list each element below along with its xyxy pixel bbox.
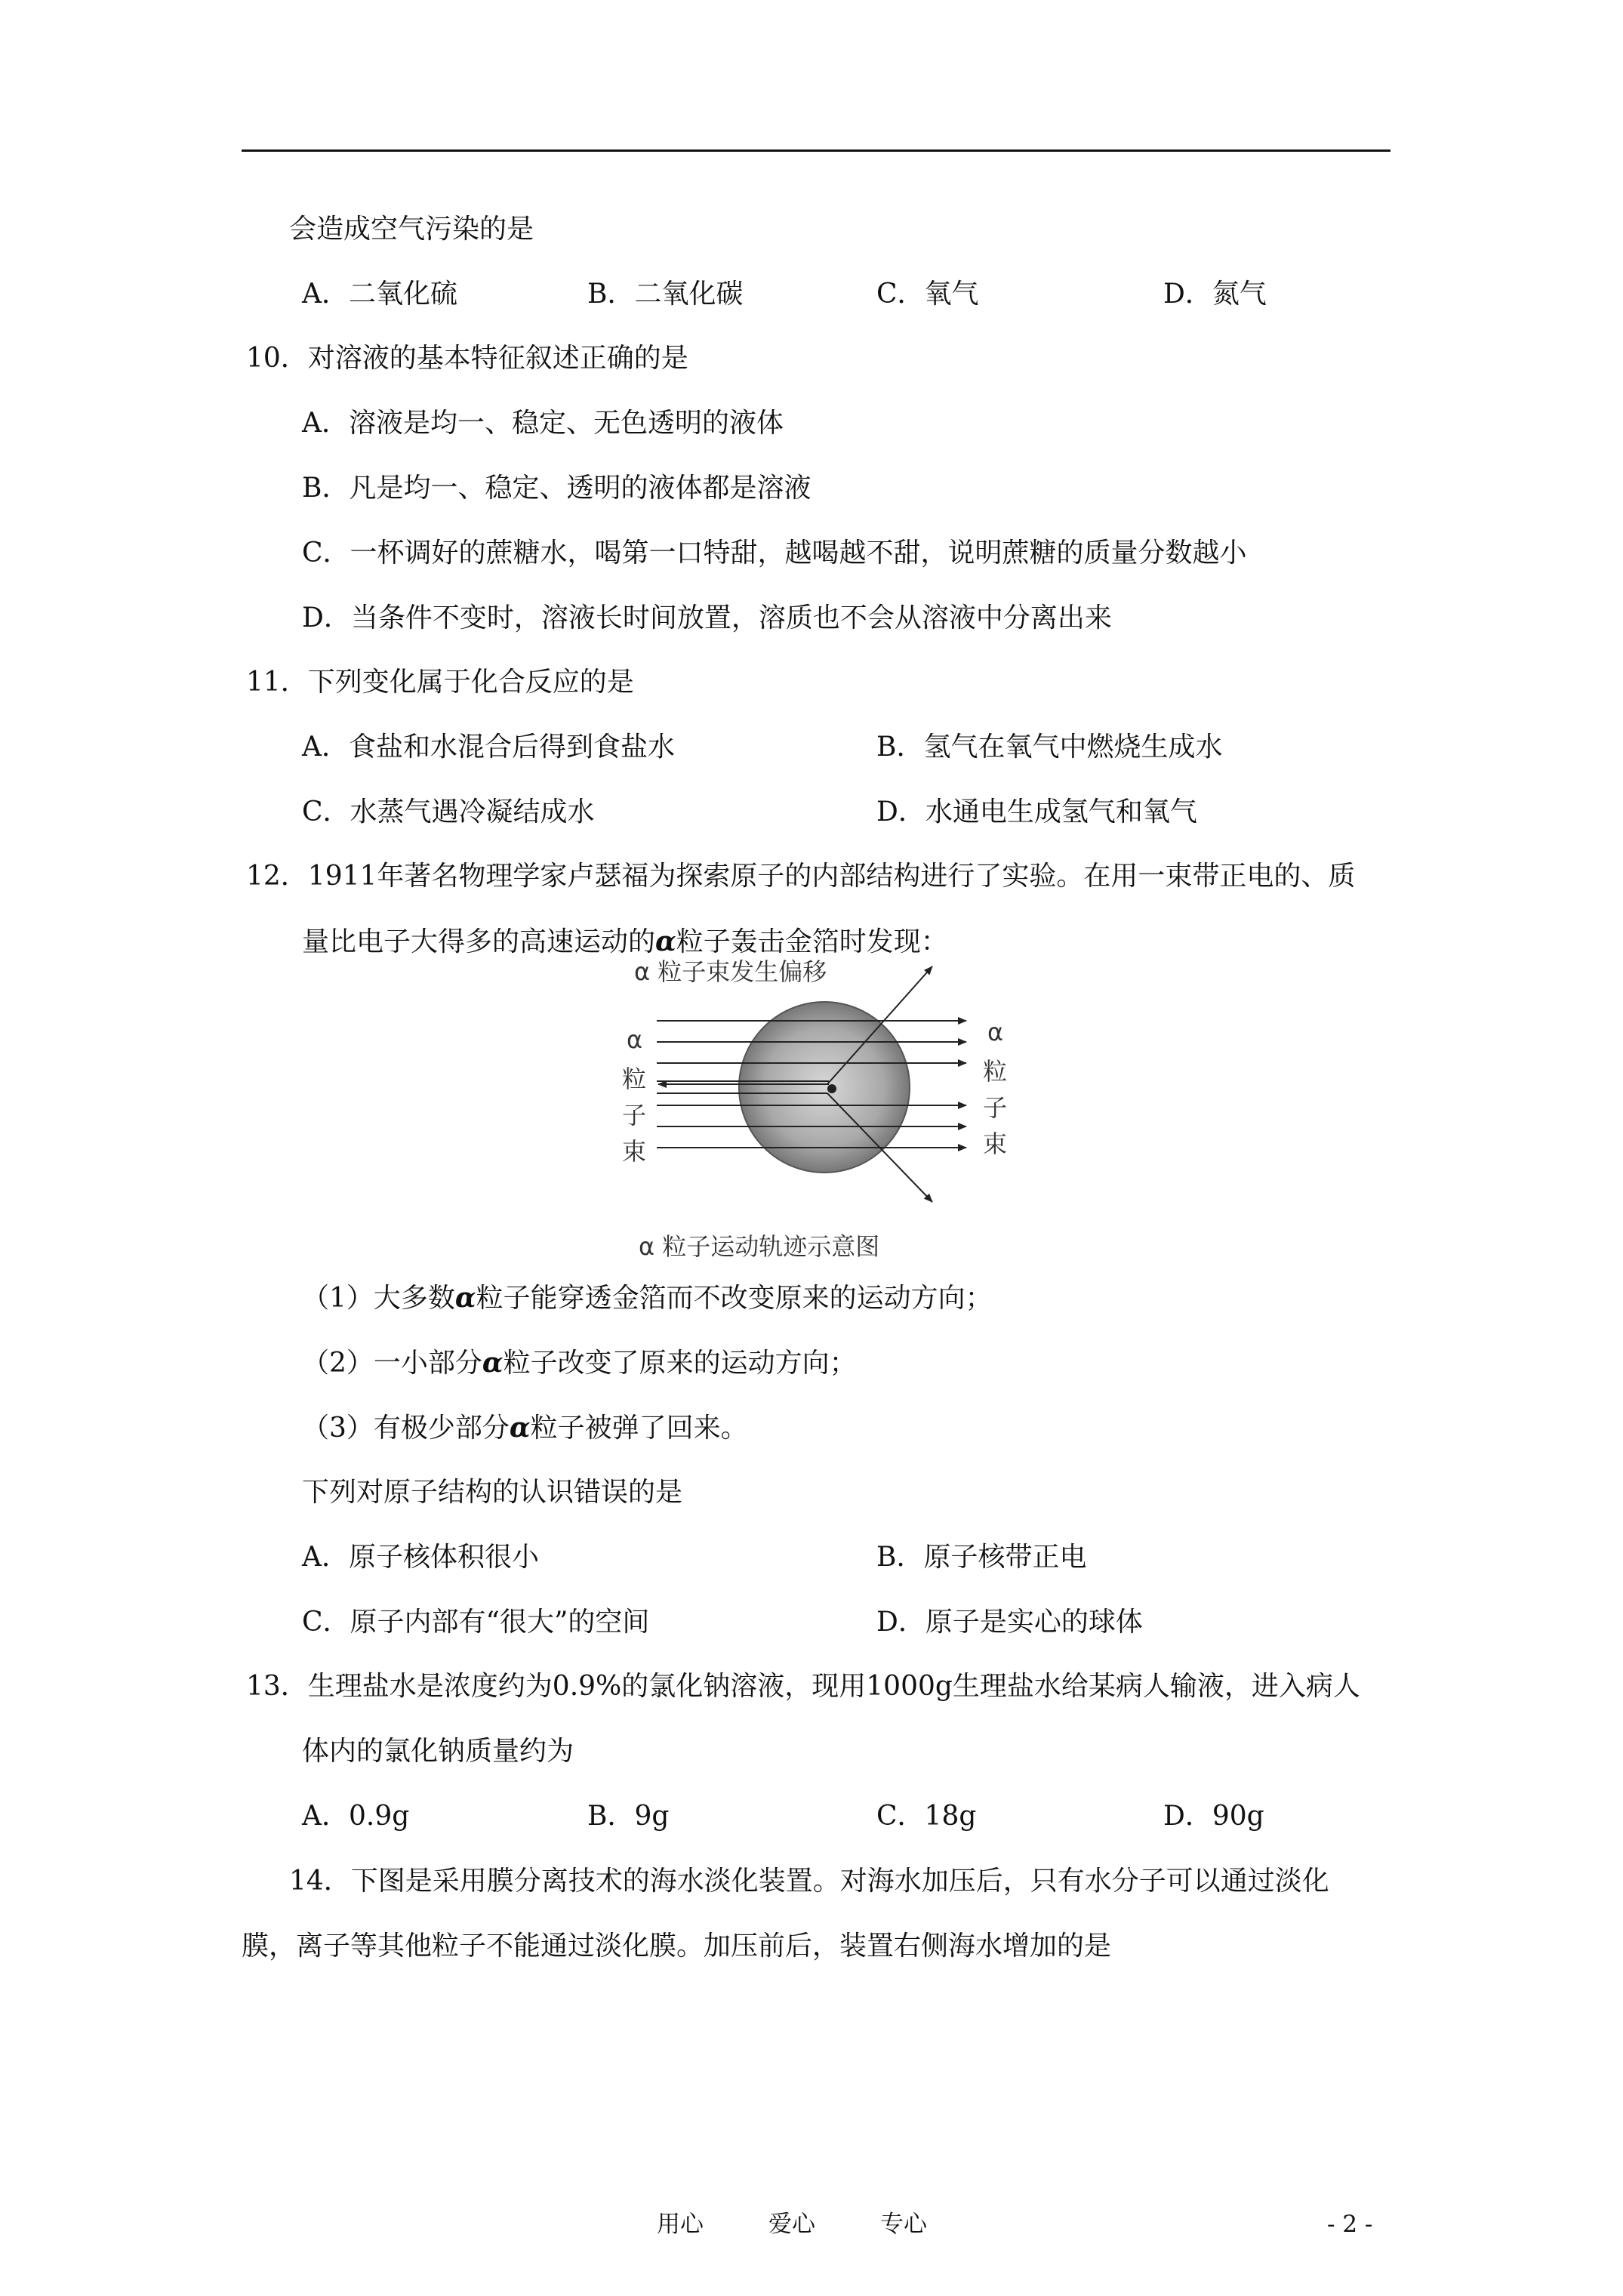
q12-observation-3-b: 粒子被弹了回来。 [530, 1413, 748, 1444]
q11-option-a: A．食盐和水混合后得到食盐水 [302, 732, 675, 763]
alpha-scattering-diagram [589, 959, 1072, 1261]
atomic-nucleus [827, 1084, 836, 1093]
alpha-symbol: α [655, 926, 676, 957]
figure-left-label-char3: 束 [622, 1137, 647, 1166]
q12-observation-1-a: （1）大多数 [302, 1283, 455, 1314]
alpha-symbol: α [509, 1412, 531, 1444]
q11-option-d: D．水通电生成氢气和氧气 [876, 797, 1197, 827]
q9-continuation-text: 会造成空气污染的是 [289, 214, 534, 245]
q12-option-c: C．原子内部有“很大”的空间 [302, 1607, 650, 1638]
q12-option-d: D．原子是实心的球体 [876, 1607, 1143, 1638]
q11-stem: 11．下列变化属于化合反应的是 [246, 667, 634, 698]
q12-option-a: A．原子核体积很小 [302, 1542, 539, 1573]
q13-option-b: B．9g [587, 1801, 670, 1832]
figure-right-label-char1: 粒 [983, 1057, 1008, 1086]
q14-stem-line2: 膜，离子等其他粒子不能通过淡化膜。加压前后，装置右侧海水增加的是 [242, 1931, 1112, 1962]
figure-right-label-alpha: α [987, 1018, 1004, 1046]
figure-right-label-char3: 束 [983, 1130, 1008, 1158]
q12-observation-2-a: （2）一小部分 [302, 1348, 482, 1379]
alpha-scattering-figure [589, 959, 1072, 1261]
q10-option-a: A．溶液是均一、稳定、无色透明的液体 [302, 408, 784, 439]
q13-option-d: D．90g [1163, 1801, 1264, 1832]
figure-left-label-char2: 子 [622, 1101, 647, 1130]
q13-stem-line2: 体内的氯化钠质量约为 [302, 1736, 574, 1767]
q12-stem-line2-a: 量比电子大得多的高速运动的 [302, 926, 656, 957]
figure-left-label-char1: 粒 [622, 1065, 647, 1093]
q9-option-a: A．二氧化硫 [302, 279, 457, 310]
q10-stem: 10．对溶液的基本特征叙述正确的是 [246, 343, 688, 374]
footer-motto-2: 爱心 [768, 2211, 815, 2238]
q14-stem-line1: 14．下图是采用膜分离技术的海水淡化装置。对海水加压后，只有水分子可以通过淡化 [289, 1866, 1329, 1897]
q9-option-c: C．氧气 [876, 279, 979, 310]
footer-motto-1: 用心 [657, 2211, 704, 2238]
alpha-symbol: α [482, 1347, 504, 1379]
q12-question: 下列对原子结构的认识错误的是 [302, 1477, 683, 1508]
q12-observation-3 [302, 1411, 748, 1445]
q12-observation-1-b: 粒子能穿透金箔而不改变原来的运动方向； [476, 1283, 993, 1314]
q10-option-c: C．一杯调好的蔗糖水，喝第一口特甜，越喝越不甜，说明蔗糖的质量分数越小 [302, 538, 1247, 569]
page-number: - 2 - [1327, 2211, 1373, 2238]
q12-stem-line2-b: 粒子轰击金箔时发现： [676, 926, 948, 957]
figure-right-label-char2: 子 [983, 1093, 1008, 1122]
q13-option-c: C．18g [876, 1801, 977, 1832]
q12-observation-2 [302, 1346, 857, 1380]
q12-stem-line2 [302, 925, 948, 959]
q10-option-d: D．当条件不变时，溶液长时间放置，溶质也不会从溶液中分离出来 [302, 603, 1112, 633]
q13-stem-line1: 13．生理盐水是浓度约为0.9%的氯化钠溶液，现用1000g生理盐水给某病人输液，进入病人 [246, 1671, 1360, 1702]
q12-observation-3-a: （3）有极少部分 [302, 1413, 510, 1444]
q12-observation-2-b: 粒子改变了原来的运动方向； [503, 1348, 857, 1379]
q11-option-b: B．氢气在氧气中燃烧生成水 [876, 732, 1223, 763]
q11-option-c: C．水蒸气遇冷凝结成水 [302, 797, 595, 827]
header-rule [242, 149, 1390, 152]
figure-top-label: α 粒子束发生偏移 [634, 959, 827, 986]
q12-option-b: B．原子核带正电 [876, 1542, 1087, 1573]
q12-observation-1 [302, 1281, 993, 1315]
q9-option-b: B．二氧化碳 [587, 279, 744, 310]
q13-option-a: A．0.9g [302, 1801, 410, 1832]
q10-option-b: B．凡是均一、稳定、透明的液体都是溶液 [302, 473, 812, 504]
alpha-symbol: α [454, 1282, 476, 1314]
figure-caption: α 粒子运动轨迹示意图 [639, 1232, 880, 1261]
q12-stem-line1: 12．1911年著名物理学家卢瑟福为探索原子的内部结构进行了实验。在用一束带正电的、质 [246, 861, 1356, 892]
figure-left-label-alpha: α [627, 1025, 643, 1054]
q9-option-d: D．氮气 [1163, 279, 1267, 310]
footer-motto-3: 专心 [880, 2211, 927, 2238]
